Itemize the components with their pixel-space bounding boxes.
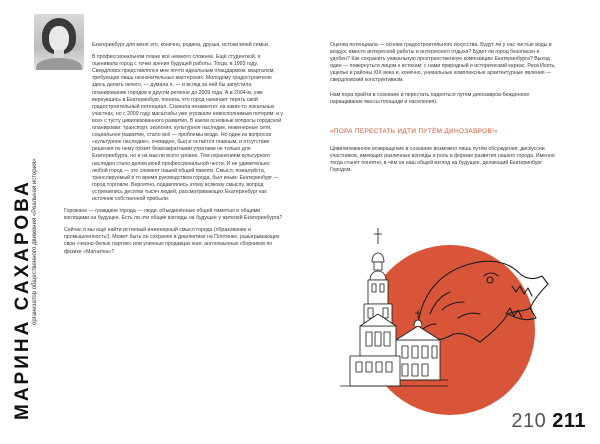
paragraph: Екатеринбург для меня это, конечно, родина, друзья, истоки моей семьи. [92,42,270,48]
pull-quote: «ПОРА ПЕРЕСТАТЬ ИДТИ ПУТЁМ ДИНОЗАВРОВ!» [330,128,499,135]
paragraph: Горожане — граждане города — люди, объединённые общей памятью и общими взглядами на будущее. Есть ли эти общие взгляды на будущее у жителей Екатеринбурга? [64,208,283,222]
paragraph: Цивилизованное возвращение в сознание возможно лишь путём обсуждения, дискуссии участников, имеющих различные взгляды и роль в формах развития нашего города. Именно тогда станет понятно, в чём он наш общей взгляд на будущее, делающий Екатеринбург Городом. [330,146,555,174]
right-text-column [330,42,558,113]
right-text-column-continued [330,146,558,174]
page-numbers [511,410,586,433]
left-text-column [64,42,286,261]
paragraph: Оценка потенциала — основа градостроительного искусства. Будут ли у нас чистые воды в воздух, вместе интересной работы и интересного отдыха? Будет ли город безопасен и удобен? Как сохранить уникальную пространственную композицию Екатеринбурга? Выход один — повернуться лицом к истокам: с нами природный и исторический каркас. Река Исеть, ущелье и районы XIX века и, конечно, уникальные комплексные архитектурные явления — свердловский конструктивизм. [330,42,556,84]
page-number-right: 211 [552,410,586,432]
author-role-vertical [30,95,42,425]
page-number-left: 210 [511,410,547,432]
paragraph: Нам пора прийти в сознание и перестать надеяться путём динозавров-бежденное наращивание массы площади и населения). [330,91,530,105]
author-role: организатор общественного движения «Реальная история» [32,158,38,325]
paragraph: Сейчас я мы ещё найти истинный инженерный смысл города (образование и промышленность!). Может быть он сохранен в диалектике на Плотинке, разыгрывающих свои «черно-белые партии» или уличных продавцах книг, англоязычных сборников по физике «Магнитка»? [64,227,280,255]
dinosaur-and-church-sketch-icon [330,214,570,434]
paragraph: В профессиональном плане всё немного сложнее. Ещё студенткой, я оценивала город с точки зрения будущей работы. Тогда, в 1993 году, Свердловск представлялся мне почти идеальным плацдармом: кварталом, требующих лишь незначительных мастерских. Молодому градостроителю здесь делать нечего, — думала я, — и вслед за ней бы запустила планирование городов в другом регионе до 2009 года. А в 2004-м, уже вернувшись в Екатеринбург, поняла, что город начинает терять свой градостроительный потенциал. Сначала незаметно: на каких-то локальных участках, но с 2009 году масштабы уже угрожали невосполнимым потерям: и у всех с тусту цивилизованного развития. В каком основные вопросы городской планировки: транспорт, экология, культурное наследие, инженерные сети, социальное развитие, стало всё — проблемы везде. Но один из вопросов «культурное наследие», очевидно, был и остаётся главным, и отсутствие решения по нему грозит безвозвратными утратами не только для Екатеринбурга, но и на мысли всего уровне. Тем охранением культурного наследия стало делом моей профессиональной чести. И не удивительно: любой город — это элемент нашей общей памяти. Смысл, пожалуйста, транслируемый в то время руководством города, был иным: Екатеринбург — город торговли. Вероятно, подавлялись этому всякому смыслу, вопрод устремились десятки тысяч людей, рассматривающих Екатеринбург как источник собственной прибыли. [92,54,284,202]
author-name: МАРИНА САХАРОВА [12,179,33,420]
author-name-vertical [0,170,33,420]
